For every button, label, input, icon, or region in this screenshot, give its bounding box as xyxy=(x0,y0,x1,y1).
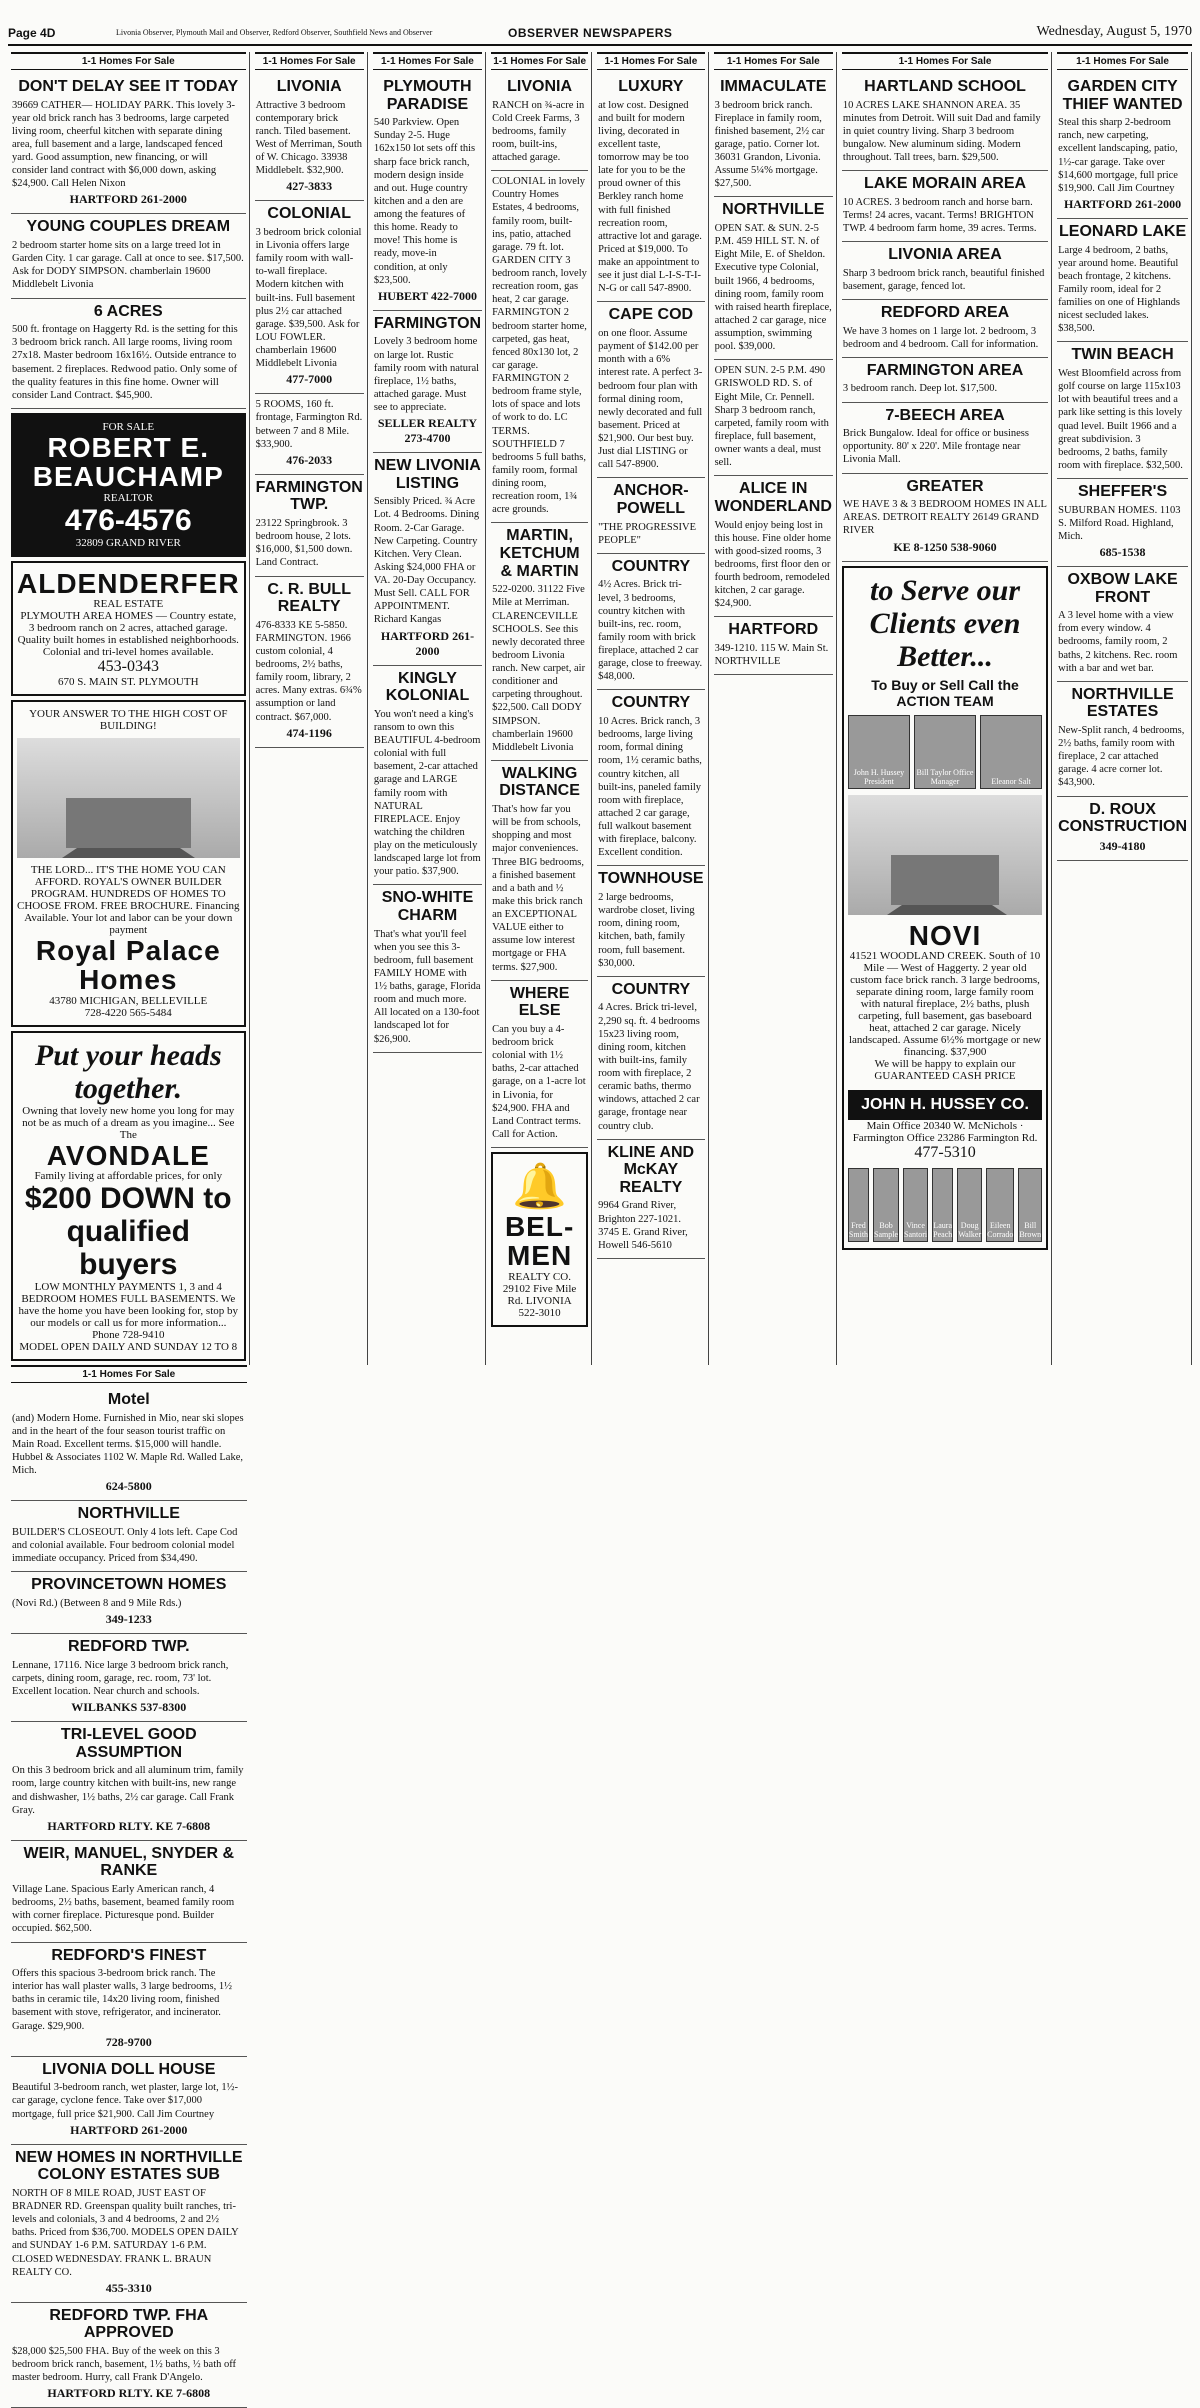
classified-ad xyxy=(255,394,364,475)
classified-ad xyxy=(597,554,704,691)
ad-headline: LIVONIA xyxy=(507,78,573,95)
classified-ad xyxy=(1057,797,1188,861)
ad-phone: 477-7000 xyxy=(286,372,333,387)
classified-ad xyxy=(714,476,833,617)
classifieds-page xyxy=(8,52,1192,2401)
column-9 xyxy=(8,1365,250,2408)
ad-headline: GREATER xyxy=(906,477,984,495)
ad-headline: NEW LIVONIA LISTING xyxy=(374,457,481,492)
ad-body: SUBURBAN HOMES. 1103 S. Milford Road. Highland, Mich. xyxy=(1058,504,1181,542)
column-header: 1-1 Homes For Sale xyxy=(11,1365,247,1383)
classified-ad xyxy=(714,360,833,476)
staff-photos xyxy=(848,715,1042,789)
column-header: 1-1 Homes For Sale xyxy=(597,52,704,70)
ad-headline: LIVONIA xyxy=(276,78,342,95)
listing-body: 41521 WOODLAND CREEK. South of 10 Mile — West of Haggerty. 2 year old custom face brick ranch. 3 large bedrooms, separate dining room, large family room with natural fireplace, 2½ baths, plush carpeting, full basement, gas baseboard heat, attached 2 car garage. Nicely landscaped. Assume 6½% mortgage or new financing. $37,900 xyxy=(848,949,1042,1058)
column-header: 1-1 Homes For Sale xyxy=(373,52,482,70)
classified-ad xyxy=(842,171,1048,242)
ad-headline: REDFORD TWP. xyxy=(68,1638,190,1656)
display-addr: 43780 MICHIGAN, BELLEVILLE xyxy=(49,994,208,1007)
ad-body: RANCH on ¾-acre in Cold Creek Farms, 3 bedrooms, family room, built-ins, attached garage. xyxy=(492,99,585,164)
ad-body: 4½ Acres. Brick tri-level, 3 bedrooms, country kitchen with built-ins, rec. room, family room with brick fireplace, attached 2 car garage, close to freeway. $48,000. xyxy=(598,579,703,683)
ad-body: OPEN SAT. & SUN. 2-5 P.M. 459 HILL ST. N. of Eight Mile, E. of Sheldon. Executive type Colonial, built 1966, 4 bedrooms, dining room, family room with raised hearth fireplace, attached 2 car garage, nice assumption, swimming pool. $39,000. xyxy=(714,223,832,353)
ad-phone: 349-1233 xyxy=(105,1612,152,1627)
ad-body: Offers this spacious 3-bedroom brick ranch. The interior has wall plaster walls, 3 large bedrooms, 1½ baths in ceramic tile, 14x20 living room, finished basement with stove, refrigerator, and incinerator. Garage. $29,900. xyxy=(12,1968,232,2032)
ad-body: West Bloomfield across from golf course on large 115x103 lot with beautiful trees and a park like setting is this lovely quad level. Built 1966 and a great subdivision. 3 bedrooms, 2 baths, family room with fireplace. $32,500. xyxy=(1058,368,1183,471)
display-name: ALDENDERFER xyxy=(17,567,240,599)
ad-body: 10 ACRES. 3 bedroom ranch and horse barn. Terms! 24 acres, vacant. Terms! BRIGHTON TWP. 4 bedroom farm home, 39 acres. Terms. xyxy=(842,196,1037,235)
issue-date: Wednesday, August 5, 1970 xyxy=(1036,24,1192,39)
ad-body: Sensibly Priced. ¾ Acre Lot. 4 Bedrooms. Dining Room. 2-Car Garage. New Carpeting. Country Kitchen. Very Clean. Asking $24,000 FHA or VA. 20-Day Occupancy. Must Sell. CALL FOR APPOINTMENT. Richard Kangas xyxy=(373,496,480,626)
ad-body: We have 3 homes on 1 large lot. 2 bedroom, 3 bedroom and 4 bedroom. Call for information. xyxy=(842,325,1039,350)
ad-body: 476-8333 KE 5-5850. FARMINGTON. 1966 custom colonial, 4 bedrooms, 2½ baths, family room, library, 2 acres. Many extras. 6¾% assumption or land contract. $67,000. xyxy=(255,619,362,723)
ad-headline: LIVONIA AREA xyxy=(888,246,1002,264)
classified-ad xyxy=(597,302,704,478)
ad-phone: 474-1196 xyxy=(286,725,332,740)
ad-body: 9964 Grand River, Brighton 227-1021. 3745 E. Grand River, Howell 546-5610 xyxy=(598,1200,688,1251)
display-price: $200 DOWN to qualified buyers xyxy=(24,1182,232,1282)
ad-headline: ANCHOR-POWELL xyxy=(613,482,689,518)
column-5 xyxy=(594,52,708,1365)
ad-headline: ALICE IN WONDERLAND xyxy=(714,480,832,515)
staff-photo: Bill Brown xyxy=(1018,1168,1042,1242)
ad-headline: REDFORD TWP. FHA APPROVED xyxy=(49,2306,209,2342)
ad-headline: WALKING DISTANCE xyxy=(499,764,580,800)
classified-ad xyxy=(1057,219,1188,342)
ad-headline: HARTLAND SCHOOL xyxy=(864,78,1026,95)
ad-body: 522-0200. 31122 Five Mile at Merriman. CLARENCEVILLE SCHOOLS. See this newly decorated three bedroom Livonia ranch. New carpet, air conditioner and carpeting throughout. $22,500. Call DODY SIMPSON. chamberlain 19600 Middlebelt Livonia xyxy=(492,584,586,753)
classified-ad xyxy=(842,358,1048,403)
column-header: 1-1 Homes For Sale xyxy=(714,52,833,70)
ad-headline: WHERE ELSE xyxy=(509,984,570,1020)
classified-ad xyxy=(1057,567,1188,682)
ad-body: 540 Parkview. Open Sunday 2-5. Huge 162x150 lot sets off this sharp face brick ranch, modern design inside and out. Huge country kitchen and a den are among the features of this home. Ready to move! This home is ready, move-in condition, at only $23,500. xyxy=(373,117,476,286)
column-7 xyxy=(839,52,1052,1365)
ad-phone: HARTFORD 261-2000 xyxy=(70,2122,188,2137)
column-2 xyxy=(252,52,368,1365)
ad-phone: 455-3310 xyxy=(105,2280,152,2295)
staff-photo: Bill Taylor Office Manager xyxy=(914,715,976,789)
display-addr: 32809 GRAND RIVER xyxy=(75,536,181,549)
ad-phone: WILBANKS 537-8300 xyxy=(71,1700,187,1715)
staff-photo: Fred Smith xyxy=(848,1168,869,1242)
classified-ad xyxy=(373,666,482,886)
display-sub: REAL ESTATE xyxy=(93,598,164,611)
classified-ad xyxy=(11,1572,247,1634)
ad-body: 4 Acres. Brick tri-level, 2,290 sq. ft. 4 bedrooms 15x23 living room, dining room, kitchen with built-ins, family room with fireplace, 2 ceramic baths, thermo windows, attached 2 car garage, frontage near country club. xyxy=(598,1002,700,1132)
ad-headline: REDFORD'S FINEST xyxy=(51,1946,207,1964)
column-6 xyxy=(711,52,837,1365)
column-4 xyxy=(488,52,592,1365)
ad-body: Sharp 3 bedroom brick ranch, beautiful finished basement, garage, fenced lot. xyxy=(842,267,1045,292)
ad-headline: FARMINGTON TWP. xyxy=(255,478,363,514)
ad-body: $28,000 $25,500 FHA. Buy of the week on this 3 bedroom brick ranch, basement, 1½ baths, ½ bath off master bedroom. Hurry, call Frank D'Angelo. xyxy=(12,2345,237,2384)
ad-headline: PROVINCETOWN HOMES xyxy=(31,1576,227,1594)
classified-ad xyxy=(597,690,704,866)
classified-ad xyxy=(11,2057,247,2145)
ad-headline: LIVONIA DOLL HOUSE xyxy=(42,2060,216,2078)
ad-phone: 728-9700 xyxy=(105,2034,152,2049)
ad-body: 39669 CATHER— HOLIDAY PARK. This lovely 3-year old brick ranch has 3 bedrooms, large carpeted living room, cheerful kitchen with separate dining area, full basement and a large, landscaped fenced yard. Good assumption, new financing, or will consider land contract with $6,000 down, asking $24,900. Call Helen Nixon xyxy=(12,99,235,190)
staff-photo: Laura Peach xyxy=(932,1168,953,1242)
classified-ad xyxy=(255,475,364,577)
ad-headline: 6 ACRES xyxy=(93,302,163,320)
display-phone: 453-0343 xyxy=(97,658,159,676)
classified-ad xyxy=(491,171,588,523)
ad-headline: FARMINGTON xyxy=(373,314,482,332)
column-header: 1-1 Homes For Sale xyxy=(491,52,588,70)
classified-ad xyxy=(11,1387,247,1501)
beauchamp-display-ad xyxy=(11,413,246,557)
ad-body: (and) Modern Home. Furnished in Mio, near ski slopes and in the heart of the four season tourist traffic on Main Road. Excellent terms. $15,000 will handle. Hubbel & Associates 1102 W. Maple Rd. Walled Lake, Mich. xyxy=(12,1412,244,1477)
ad-headline: PLYMOUTH PARADISE xyxy=(383,78,472,113)
ad-headline: GARDEN CITY THIEF WANTED xyxy=(1062,78,1183,113)
classified-ad xyxy=(842,474,1048,562)
classified-ad xyxy=(597,478,704,553)
ad-phone: 624-5800 xyxy=(105,1479,152,1494)
ad-body: Brick Bungalow. Ideal for office or business opportunity. 80' x 220'. Mile frontage near Livonia Mall. xyxy=(842,428,1029,466)
display-sub: Family living at affordable prices, for only xyxy=(34,1170,223,1183)
staff-photo: Doug Walker xyxy=(957,1168,982,1242)
display-phone: Phone 728-9410 xyxy=(92,1329,165,1342)
staff-photos-bottom xyxy=(848,1168,1042,1242)
display-addr: 670 S. MAIN ST. PLYMOUTH xyxy=(58,676,199,689)
column-header: 1-1 Homes For Sale xyxy=(842,52,1048,70)
ad-headline: TWIN BEACH xyxy=(1071,346,1174,364)
ad-body: That's how far you will be from schools, shopping and most major conveniences. Three BIG bedrooms, a finished basement and a bath and ½ make this brick ranch an EXCEPTIONAL VALUE either to assume low interest mortgage or FHA terms. $27,900. xyxy=(492,804,584,973)
ad-body: Can you buy a 4-bedroom brick colonial with 1½ baths, 2-car attached garage, on a 1-acre lot in Livonia, for $24,900. FHA and Land Contract terms. Call for Action. xyxy=(492,1023,586,1140)
masthead xyxy=(8,4,1192,46)
ad-body: New-Split ranch, 4 bedrooms, 2½ baths, family room with fireplace, 2 car attached garage. 4 acre corner lot. $43,900. xyxy=(1058,724,1185,789)
display-name: Royal Palace Homes xyxy=(35,935,221,996)
ad-headline: COLONIAL xyxy=(267,205,351,223)
ad-body: (Novi Rd.) (Between 8 and 9 Mile Rds.) xyxy=(12,1598,182,1610)
display-sub: REALTY CO. xyxy=(508,1270,571,1283)
classified-ad xyxy=(11,1722,247,1841)
ad-body: 349-1210. 115 W. Main St. NORTHVILLE xyxy=(714,642,829,668)
display-top: Put your heads together. xyxy=(34,1038,222,1105)
classified-ad xyxy=(597,1140,704,1259)
classified-ad xyxy=(11,2145,247,2303)
classified-ad xyxy=(1057,74,1188,219)
ad-headline: COUNTRY xyxy=(611,980,691,998)
ad-headline: YOUNG COUPLES DREAM xyxy=(26,218,231,236)
classified-ad xyxy=(11,1841,247,1943)
classified-ad xyxy=(1057,342,1188,479)
ad-body: Lennane, 17116. Nice large 3 bedroom brick ranch, carpets, dining room, garage, rec. room, 73' lot. Excellent location. Near church and schools. xyxy=(12,1659,229,1697)
ad-phone: SELLER REALTY 273-4700 xyxy=(377,416,478,446)
ad-phone: HARTFORD 261-2000 xyxy=(380,628,475,658)
ad-headline: NORTHVILLE xyxy=(722,201,825,219)
ad-body: Lovely 3 bedroom home on large lot. Rustic family room with natural fireplace, 1½ baths, attached garage. Must see to appreciate. xyxy=(373,336,480,414)
classified-ad xyxy=(491,761,588,981)
classified-ad xyxy=(1057,682,1188,797)
ad-body: COLONIAL in lovely Country Homes Estates, 4 bedrooms, family room, built-ins, patio, attached garage. 79 ft. lot. GARDEN CITY 3 bedroom ranch, lovely recreation room, gas heat, 2 car garage. FARMINGTON 2 bedroom starter home, carpeted, gas heat, fenced 80x130 lot, 2 car garage. FARMINGTON 2 bedroom frame style, lots of space and lots of work to do. LC TERMS. SOUTHFIELD 7 bedrooms 5 full baths, family room, formal dining room, recreation room, 1¾ acre grounds. xyxy=(492,176,587,516)
avondale-display-ad xyxy=(11,1031,246,1361)
ad-phone: HARTFORD 261-2000 xyxy=(1063,196,1182,211)
classified-ad xyxy=(11,1501,247,1572)
classified-ad xyxy=(842,242,1048,300)
display-name: ROBERT E. BEAUCHAMP xyxy=(32,431,224,493)
ad-headline: IMMACULATE xyxy=(720,78,827,95)
ad-headline: OXBOW LAKE FRONT xyxy=(1067,570,1178,606)
display-body: Owning that lovely new home you long for may not be as much of a dream as you imagine... See The xyxy=(22,1104,235,1141)
company-phone: 477-5310 xyxy=(914,1143,976,1161)
ad-headline: FARMINGTON AREA xyxy=(866,361,1024,379)
ad-body: Large 4 bedroom, 2 baths, year around home. Beautiful beach frontage, 2 kitchens. Family room, ideal for 2 families on one of Highlands nicest secluded lakes. $38,500. xyxy=(1058,244,1181,335)
ad-body: 23122 Springbrook. 3 bedroom house, 2 lots. $16,000, $1,500 down. Land Contract. xyxy=(255,518,353,569)
listing-photo xyxy=(848,795,1042,915)
display-phone: 728-4220 565-5484 xyxy=(84,1006,172,1019)
ad-body: 5 ROOMS, 160 ft. frontage, Farmington Rd. between 7 and 8 Mile. $33,900. xyxy=(255,399,363,450)
column-header: 1-1 Homes For Sale xyxy=(11,52,246,70)
aldenderfer-display-ad xyxy=(11,561,246,696)
bell-icon: 🔔 xyxy=(512,1162,567,1211)
column-1 xyxy=(8,52,250,1365)
display-body: PLYMOUTH AREA HOMES — Country estate, 3 bedroom ranch on 2 acres, attached garage. Quality built homes in established neighborhoods. Colonial and tri-level homes available. xyxy=(17,610,239,659)
ad-headline: SNO-WHITE CHARM xyxy=(381,889,474,924)
company-offices: Main Office 20340 W. McNichols · Farmington Office 23286 Farmington Rd. xyxy=(852,1119,1038,1144)
hussey-banner-ad xyxy=(842,566,1048,1250)
ad-headline: TOWNHOUSE xyxy=(598,870,704,888)
ad-phone: 476-2033 xyxy=(286,452,333,467)
display-phone: 476-4576 xyxy=(64,503,192,537)
ad-body: "THE PROGRESSIVE PEOPLE" xyxy=(598,521,697,546)
classified-ad xyxy=(255,74,364,201)
classified-ad xyxy=(255,201,364,394)
display-sub: REALTOR xyxy=(103,491,154,504)
ad-body: 10 Acres. Brick ranch, 3 bedrooms, large living room, formal dining room, 1½ ceramic baths, country kitchen, all built-ins, paneled family room with fireplace, attached 2 car garage, full walkout basement with fireplace, balcony. Excellent condition. xyxy=(598,716,702,859)
ad-phone: KE 8-1250 538-9060 xyxy=(893,539,997,554)
ad-body: BUILDER'S CLOSEOUT. Only 4 lots left. Cape Cod and colonial available. Four bedroom colonial model immediate occupancy. Priced from $34,490. xyxy=(12,1527,238,1565)
classified-ad xyxy=(597,866,704,976)
classified-ad xyxy=(597,74,704,302)
ad-phone: HUBERT 422-7000 xyxy=(377,288,477,303)
column-header: 1-1 Homes For Sale xyxy=(255,52,364,70)
ad-headline: LUXURY xyxy=(618,78,684,95)
ad-body: That's what you'll feel when you see this 3-bedroom, full basement FAMILY HOME with 1½ baths, garage, Florida room and much more. All located on a 130-foot landscaped lot for $26,900. xyxy=(373,928,481,1045)
ad-headline: KLINE AND McKAY REALTY xyxy=(607,1143,695,1196)
classified-ad xyxy=(255,577,364,748)
ad-headline: COUNTRY xyxy=(611,557,691,575)
ad-body: NORTH OF 8 MILE ROAD, JUST EAST OF BRADNER RD. Greenspan quality built ranches, tri-levels and colonials, 3 and 4 bedrooms, 2 and 2½ baths. Priced from $36,700. MODELS OPEN DAILY and SUNDAY 1-6 P.M. SATURDAY 1-6 P.M. CLOSED WEDNESDAY. FRANK L. BRAUN REALTY CO. xyxy=(12,2187,239,2278)
display-addr: 29102 Five Mile Rd. LIVONIA xyxy=(502,1282,577,1307)
classified-ad xyxy=(1057,479,1188,567)
bel-men-display-ad xyxy=(491,1152,588,1327)
ad-headline: KINGLY KOLONIAL xyxy=(385,669,470,705)
ad-headline: TRI-LEVEL GOOD ASSUMPTION xyxy=(60,1726,197,1761)
guarantee-text: We will be happy to explain our GUARANTEED CASH PRICE xyxy=(874,1057,1016,1082)
ad-phone: 685-1538 xyxy=(1099,544,1146,559)
display-model: MODEL OPEN DAILY AND SUNDAY 12 TO 8 xyxy=(19,1341,238,1354)
classified-ad xyxy=(714,74,833,197)
ad-body: A 3 level home with a view from every window. 4 bedrooms, family room, 2 baths, 2 kitchens. Rec. room with a bar and wet bar. xyxy=(1058,610,1178,674)
ad-body: at low cost. Designed and built for modern living, decorated in excellent taste, tomorrow may be too late for you to be the proud owner of this Berkley ranch home with full finished recreation room, attractive lot and garage. Priced at $19,000. To make an appointment to see it just dial L-I-S-T-I-N-G or call 547-8900. xyxy=(598,99,702,295)
classified-ad xyxy=(11,214,246,298)
newspaper-title: OBSERVER NEWSPAPERS xyxy=(508,26,673,40)
display-extra: LOW MONTHLY PAYMENTS 1, 3 and 4 BEDROOM HOMES FULL BASEMENTS. We have the home you have been looking for, stop by our models or call us for more information... xyxy=(18,1281,239,1330)
ad-body: 2 bedroom starter home sits on a large treed lot in Garden City. 1 car garage. Call at once to see. $17,500. Ask for DODY SIMPSON. chamberlain 19600 Middlebelt Livonia xyxy=(12,240,244,291)
classified-ad xyxy=(491,523,588,760)
ad-body: on one floor. Assume payment of $142.00 per month with a 6% interest rate. A perfect 3-bedroom four plan with formal dining room, newly decorated and full basement. Priced at $21,900. Our best buy. Just dial LISTING or call 547-8900. xyxy=(598,328,703,471)
ad-body: On this 3 bedroom brick and all aluminum trim, family room, large country kitchen with built-ins, new range and dishwasher, 1½ baths, 2½ car garage. Call Frank Gray. xyxy=(12,1765,244,1816)
ad-headline: C. R. BULL REALTY xyxy=(267,580,351,616)
staff-photo: Bob Sample xyxy=(873,1168,899,1242)
ad-headline: LAKE MORAIN AREA xyxy=(863,175,1027,193)
display-top: YOUR ANSWER TO THE HIGH COST OF BUILDING! xyxy=(29,708,228,733)
column-3 xyxy=(370,52,486,1365)
classified-ad xyxy=(491,981,588,1148)
classified-ad xyxy=(11,74,246,214)
ad-body: 500 ft. frontage on Haggerty Rd. is the setting for this 3 bedroom brick ranch. All large rooms, living room 27x18. Master bedroom 16x16½. Outside entrance to basement. 2 fireplaces. Redwood patio. Only some of the quality features in this fine home. Owner will consider Land Contract. $45,900. xyxy=(12,324,238,401)
house-illustration xyxy=(17,738,240,858)
ad-headline: D. ROUX CONSTRUCTION xyxy=(1058,800,1188,836)
classified-ad xyxy=(714,197,833,360)
ad-headline: Motel xyxy=(107,1391,150,1409)
ad-headline: DON'T DELAY SEE IT TODAY xyxy=(18,78,239,95)
classified-ad xyxy=(373,311,482,453)
ad-headline: 7-BEECH AREA xyxy=(885,406,1005,424)
ad-phone: HARTFORD RLTY. KE 7-6808 xyxy=(47,2386,211,2401)
display-phone: 522-3010 xyxy=(518,1306,561,1319)
display-top: FOR SALE xyxy=(102,420,155,433)
ad-headline: REDFORD AREA xyxy=(880,304,1010,322)
ad-headline: SHEFFER'S xyxy=(1077,483,1168,500)
ad-headline: COUNTRY xyxy=(611,694,691,712)
company-name: JOHN H. HUSSEY CO. xyxy=(848,1090,1042,1120)
ad-headline: MARTIN, KETCHUM & MARTIN xyxy=(499,527,580,580)
ad-body: OPEN SUN. 2-5 P.M. 490 GRISWOLD RD. S. of Eight Mile, Cr. Pennell. Sharp 3 bedroom ranch, carpeted, family room with fireplace, full basement, owner wants a deal, must sell. xyxy=(714,365,829,469)
banner-cta: To Buy or Sell Call the ACTION TEAM xyxy=(871,676,1019,709)
column-8 xyxy=(1054,52,1192,1365)
classified-ad xyxy=(11,1634,247,1722)
classified-ad xyxy=(842,300,1048,358)
ad-phone: HARTFORD 261-2000 xyxy=(69,192,187,207)
classified-ad xyxy=(373,453,482,665)
classified-ad xyxy=(714,617,833,675)
ad-body: 3 bedroom brick colonial in Livonia offers large family room with wall-to-wall fireplace. Modern kitchen with built-ins. Full basement plus 2½ car attached garage. $39,500. Ask for LOU FOWLER. chamberlain 19600 Middlebelt Livonia xyxy=(255,226,362,370)
display-name: AVONDALE xyxy=(46,1139,210,1171)
ad-phone: HARTFORD RLTY. KE 7-6808 xyxy=(47,1818,211,1833)
ad-body: 3 bedroom ranch. Deep lot. $17,500. xyxy=(842,383,998,395)
classified-ad xyxy=(842,74,1048,171)
banner-headline: to Serve our Clients even Better... xyxy=(869,573,1021,673)
classified-ad xyxy=(11,1943,247,2057)
ad-phone: 427-3833 xyxy=(286,179,333,194)
page-number: Page 4D xyxy=(8,26,56,40)
display-name: BEL-MEN xyxy=(504,1211,575,1272)
ad-body: WE HAVE 3 & 3 BEDROOM HOMES IN ALL AREAS. DETROIT REALTY 26149 GRAND RIVER xyxy=(842,499,1047,537)
classified-ad xyxy=(11,2303,247,2408)
masthead-papers: Livonia Observer, Plymouth Mail and Observer, Redford Observer, Southfield News and Observer xyxy=(116,28,433,37)
ad-headline: LEONARD LAKE xyxy=(1059,222,1187,240)
ad-headline: CAPE COD xyxy=(608,306,694,324)
staff-photo: Vince Santori xyxy=(903,1168,928,1242)
ad-headline: NORTHVILLE ESTATES xyxy=(1071,685,1174,721)
ad-body: 10 ACRES LAKE SHANNON AREA. 35 minutes from Detroit. Will suit Dad and family in quiet country living. Sharp 3 bedroom bungalow. New aluminum siding. Modern throughout. Tall trees, barn. $29,500. xyxy=(842,99,1041,164)
classified-ad xyxy=(842,403,1048,474)
ad-headline: HARTFORD xyxy=(728,621,819,639)
display-body: THE LORD... IT'S THE HOME YOU CAN AFFORD. ROYAL'S OWNER BUILDER PROGRAM. HUNDREDS OF HOMES TO CHOOSE FROM. FREE BROCHURE. Financing Available. Your lot and labor can be your down payment xyxy=(17,864,240,937)
staff-photo: Eleanor Salt xyxy=(980,715,1042,789)
classified-ad xyxy=(11,299,246,409)
ad-phone: 349-4180 xyxy=(1099,838,1146,853)
column-header: 1-1 Homes For Sale xyxy=(1057,52,1188,70)
staff-photo: John H. Hussey President xyxy=(848,715,910,789)
listing-headline: NOVI xyxy=(908,919,982,951)
ad-headline: NEW HOMES IN NORTHVILLE COLONY ESTATES SUB xyxy=(15,2148,243,2184)
ad-body: Steal this sharp 2-bedroom ranch, new carpeting, excellent landscaping, patio, 1½-car garage. Take over $14,600 mortgage, full price $19,900. Call Jim Courtney xyxy=(1058,117,1178,194)
ad-body: Would enjoy being lost in this house. Fine older home with good-sized rooms, 3 bedrooms, first floor den or fourth bedroom, remodeled kitchen, 2 car garage. $24,900. xyxy=(714,519,831,610)
ad-body: Beautiful 3-bedroom ranch, wet plaster, large lot, 1½-car garage, cyclone fence. Take over $17,000 mortgage, full price $21,900. Call Jim Courtney xyxy=(12,2082,238,2120)
staff-photo: Eileen Corrado xyxy=(986,1168,1014,1242)
ad-body: 3 bedroom brick ranch. Fireplace in family room, finished basement, 2½ car garage, patio. Corner lot. 36031 Grandon, Livonia. Assume 5¼% mortgage. $27,500. xyxy=(714,99,825,190)
ad-body: Attractive 3 bedroom contemporary brick ranch. Tiled basement. West of Merriman, South of W. Chicago. 33938 Middlebelt. $32,900. xyxy=(255,99,363,177)
ad-body: You won't need a king's ransom to own this BEAUTIFUL 4-bedroom colonial with full basement, 2-car attached garage and LARGE family room with NATURAL FIREPLACE. Enjoy watching the children play on the meticulously landscaped large lot from your patio. $37,900. xyxy=(373,708,481,878)
ad-headline: WEIR, MANUEL, SNYDER & RANKE xyxy=(23,1844,235,1880)
ad-headline: NORTHVILLE xyxy=(77,1505,180,1523)
ad-body: Village Lane. Spacious Early American ranch, 4 bedrooms, 2½ baths, basement, beamed family room with corner fireplace. Picturesque pond. Builder occupied. $62,500. xyxy=(12,1884,235,1935)
ad-body: 2 large bedrooms, wardrobe closet, living room, dining room, kitchen, bath, family room, full basement. $30,000. xyxy=(598,892,695,969)
classified-ad xyxy=(597,977,704,1140)
classified-ad xyxy=(373,885,482,1052)
royal-palace-display-ad xyxy=(11,700,246,1027)
classified-ad xyxy=(491,74,588,171)
classified-ad xyxy=(373,74,482,311)
